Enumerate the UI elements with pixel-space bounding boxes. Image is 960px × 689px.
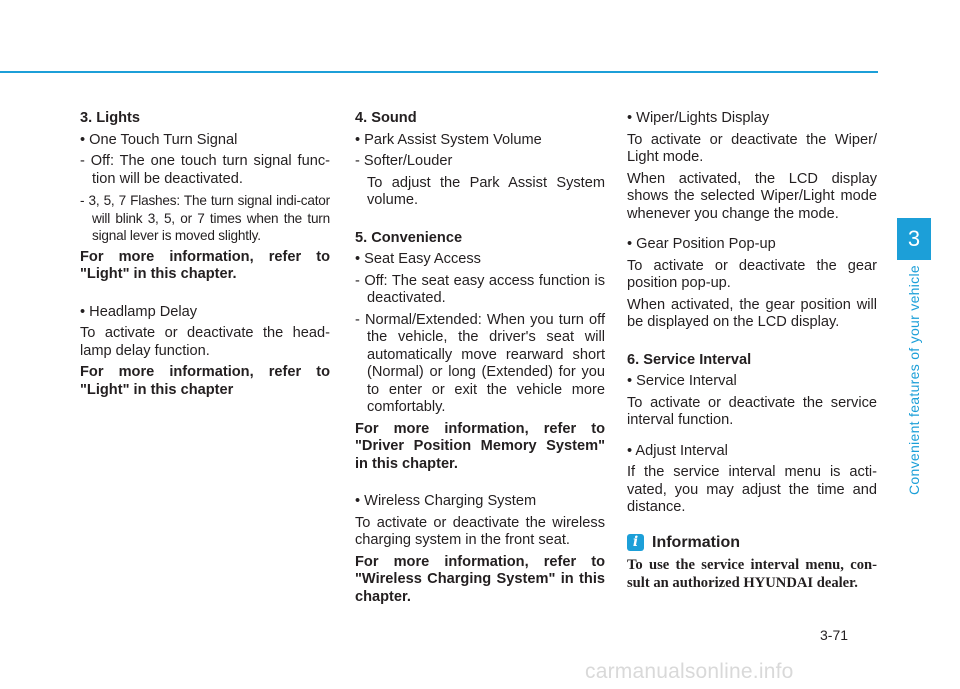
gear-description-2: When activated, the gear position will be displayed on the LCD display. [627, 296, 877, 330]
section-heading-convenience: 5. Convenience [355, 229, 463, 246]
watermark: carmanualsonline.info [585, 660, 794, 683]
column-2 [355, 110, 605, 610]
bullet-gear-position-popup: • Gear Position Pop-up [627, 236, 776, 252]
option-flashes: - 3, 5, 7 Flashes: The turn signal indi-cator will blink 3, 5, or 7 times when the turn signal lever is moved slightly. [80, 193, 330, 243]
option-off: - Off: The one touch turn signal func-tion will be deactivated. [80, 153, 330, 187]
adjust-interval-description: If the service interval menu is acti-vated, you may adjust the time and distance. [627, 464, 877, 515]
info-icon: i [627, 534, 644, 551]
option-normal-extended: - Normal/Extended: When you turn off the vehicle, the driver's seat will automatically move rearward short (Normal) or long (Extended) for you to enter or exit the vehicle more comfortably. [355, 311, 605, 415]
chapter-title: Convenient features of your vehicle [906, 265, 922, 495]
bullet-headlamp-delay: • Headlamp Delay [80, 303, 198, 320]
bullet-adjust-interval: • Adjust Interval [627, 442, 728, 459]
chapter-tab: 3 [897, 218, 931, 260]
reference-driver-position: For more information, refer to "Driver Position Memory System" in this chapter. [355, 420, 605, 472]
section-heading-sound: 4. Sound [355, 110, 417, 126]
reference-light-2: For more information, refer to "Light" in this chapter [80, 364, 330, 398]
headlamp-description: To activate or deactivate the head-lamp delay function. [80, 325, 330, 359]
option-softer-louder: - Softer/Louder [355, 153, 453, 169]
page-number: 3-71 [820, 627, 849, 643]
header-rule [0, 71, 878, 73]
reference-light: For more information, refer to "Light" in this chapter. [80, 248, 330, 282]
service-description: To activate or deactivate the service interval function. [627, 394, 877, 428]
information-text: To use the service interval menu, con-sult an authorized HYUNDAI dealer. [627, 557, 877, 591]
column-3 [627, 110, 877, 596]
section-heading-service-interval: 6. Service Interval [627, 351, 752, 368]
bullet-service-interval: • Service Interval [627, 373, 737, 389]
reference-wireless-charging: For more information, refer to "Wireless Charging System" in this chapter. [355, 553, 605, 605]
option-seat-off: - Off: The seat easy access function is deactivated. [355, 272, 605, 306]
column-1 [80, 110, 330, 403]
information-box-title [627, 534, 877, 552]
wiper-description-2: When activated, the LCD display shows the selected Wiper/Light mode whenever you change the mode. [627, 170, 877, 222]
bullet-wireless-charging: • Wireless Charging System [355, 493, 537, 509]
wireless-description: To activate or deactivate the wireless charging system in the front seat. [355, 514, 605, 548]
bullet-seat-easy-access: • Seat Easy Access [355, 251, 481, 267]
bullet-park-assist-volume: • Park Assist System Volume [355, 131, 542, 148]
information-label: Information [652, 533, 740, 551]
bullet-wiper-lights-display: • Wiper/Lights Display [627, 110, 770, 126]
bullet-one-touch-turn-signal: • One Touch Turn Signal [80, 131, 238, 148]
wiper-description: To activate or deactivate the Wiper/ Light mode. [627, 131, 877, 165]
gear-description: To activate or deactivate the gear position pop-up. [627, 257, 877, 291]
section-heading-lights: 3. Lights [80, 110, 140, 126]
park-assist-description: To adjust the Park Assist System volume. [367, 174, 605, 208]
